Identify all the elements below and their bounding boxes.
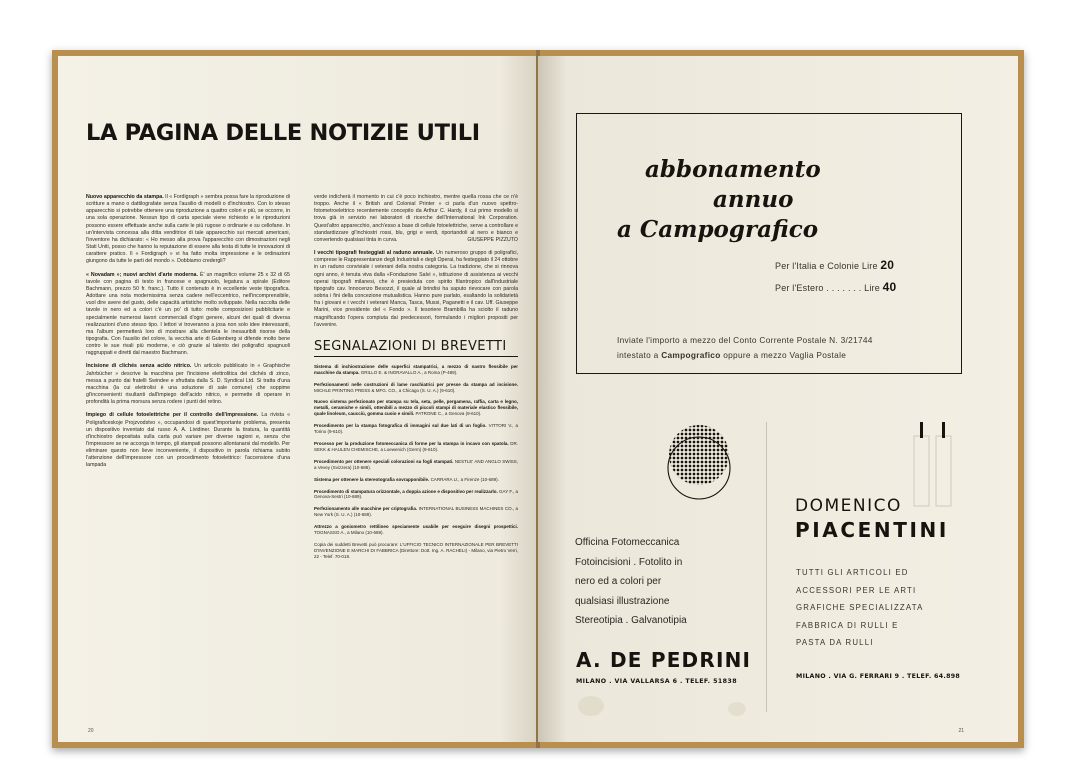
right-page	[538, 56, 1018, 742]
service-line: Fotoincisioni . Fotolito in	[575, 556, 683, 568]
patent-entry	[314, 459, 518, 471]
service-line: Stereotipia . Galvanotipia	[575, 615, 687, 627]
patent-entry	[314, 441, 518, 453]
price-value: 40	[882, 280, 897, 294]
patent-note	[314, 542, 518, 560]
patent-entry	[314, 399, 518, 417]
page-headline: LA PAGINA DELLE NOTIZIE UTILI	[86, 120, 480, 146]
payment-line-2	[617, 348, 937, 363]
article-paragraph	[314, 194, 518, 244]
patent-entry	[314, 382, 518, 394]
paper-stain	[578, 696, 604, 716]
patent-title: Sistema per ottenere la stereotografia sovrapponibile.	[314, 476, 430, 482]
article-text: Il « Fordigraph » sembra possa fare la riproduzione di scritture a mano o dattilografate senza l'ausilio di modelli o d'inchiostro. Con lo stesso apparecchio si potrebbe ottenere una riproduzione a quattro colori e più, se occorre, in una sola operazione. Nessun tipo di carta speciale viene richiesto e le riproduzioni possono essere effettuate anche sulla carte le più rugose o ordinarie e su cellofane. In un'intervista concessa alla ditta venditrice di tale apparecchio sui mercati americani, l'inventore ha dichiarato: « Ho messo alla prova l'apparecchio con dimostrazioni negli Stati Uniti, posso che hanno la reputazione di essere alla testa di tutte le innovazioni di carattere pratico. Il « Fordigraph » vi ha fatto molta impressione e le ordinazioni giungono da tutte le parti del mondo ». Dobbiamo credergli?	[86, 194, 290, 265]
patent-entry	[314, 477, 518, 483]
service-line: nero ed a colori per	[575, 576, 662, 588]
service-line: GRAFICHE SPECIALIZZATA	[796, 603, 924, 613]
article-lead: I vecchi tipografi festeggiati al raduno annuale.	[314, 250, 435, 257]
patent-entry	[314, 524, 518, 536]
payment-instructions	[617, 333, 937, 363]
piacentini-address: MILANO . VIA G. FERRARI 9 . TELEF. 64.898	[796, 673, 961, 680]
article-text: Un numeroso gruppo di poligrafici, comprese le Rappresentanze degli Industriali e degli Operai, ha festeggiato il 24 ottobre in un raduno conviviale i veterani della nostra categoria. La tradizione, che si rinnova ogni anno, è tenuta viva dalla «Fondazione Salvi », istituzione di assistenza ai vecchi operai tipografi milanesi, che è presieduta con spirito filantropico dall'industriale tipografo cav. Innocenzo Besozzi, il quale al brindisi ha saputo rievocare con parola sobria i fini della concezione mutualistica. Hanno pure parlato, esaltando la solidarietà fra i giovani e i vecchi i veterani Manca, Tasca, Mussi, Paganetti e il cav. Uff. Giuseppe Marini, vice presidente del « Fondo ». Il tesoriere Brambilla ha sciolto il raduno magnificando l'opera compiuta dai predecessori, formulando i migliori propositi per l'avvenire.	[314, 250, 518, 328]
patent-entry	[314, 423, 518, 435]
price-label: Per l'Estero . . . . . . . Lire	[775, 283, 880, 293]
service-line: ACCESSORI PER LE ARTI	[796, 585, 917, 595]
subscription-title-line1: abbonamento	[645, 156, 821, 183]
service-line: PASTA DA RULLI	[796, 638, 874, 648]
de-pedrini-address: MILANO . VIA VALLARSA 6 . TELEF. 51838	[576, 678, 737, 685]
service-line: TUTTI GLI ARTICOLI ED	[796, 568, 909, 577]
article-text: verde indicherà il momento in cui c'è poco inchiostro, mentre quella rossa che ce n'è troppo. Anche il « British and Colonial Printer » ci parla d'un nuovo spettro-fotometroelettrico recentemente concepito da Arthur C. Hardy, il cui primo modello si trova già in servizio nei laboratori di ricerche dell'International Ink Corporation. Quest'altro apparecchio, anch'esso a base di cellule fotoelettriche, serve a controllare e standardizzare gl'inchiostri rossi, blu, grigi e verdi, riportandoli al nero e bianco e convertendo qualsiasi tinta in curva.	[314, 194, 518, 243]
payment-brand: Campografico	[661, 350, 721, 360]
piacentini-last-name: PIACENTINI	[795, 518, 949, 542]
article-paragraph	[86, 272, 290, 358]
left-column	[86, 194, 290, 476]
patent-holder: GAY F., a Genova-Sestri (10-689).	[314, 488, 518, 500]
article-paragraph	[86, 194, 290, 266]
piacentini-first-name: DOMENICO	[795, 496, 902, 516]
patent-title: Sistema di inchiostrazione delle superfici stampatrici, a mezzo di nastro flessibile per macchine da stampa.	[314, 363, 518, 375]
subscription-box	[576, 113, 962, 374]
price-italy	[775, 258, 894, 272]
patent-holder: GRILLO E. & INGRAVALLO A., a Roma (P-489).	[360, 369, 458, 375]
patent-holder: TOGNASSO A., a Milano (10-689).	[314, 530, 384, 536]
patent-entry	[314, 506, 518, 518]
patent-title: Procedimento per la stampa fotografica di immagini sul due lati di un foglio.	[314, 423, 487, 429]
article-lead: « Novadam »; nuovi archivi d'arte moderna.	[86, 271, 198, 278]
article-paragraph	[86, 412, 290, 469]
patent-holder: NESTLE' AND ANGLO SWISS, a Vevey (Svizzera) (10-688).	[314, 458, 518, 470]
patent-holder: DR. SEKK & HAULEN CHEMISCHE, a Loewenich (Germ) (9-610).	[314, 440, 518, 452]
article-lead: Incisione di clichés senza acido nitrico.	[86, 363, 192, 370]
de-pedrini-name: A. DE PEDRINI	[576, 648, 752, 672]
patent-title: Perfezionamenti nelle costruzioni di lame raschiatrici per presse da stampa ad incisione.	[314, 381, 518, 387]
price-abroad	[775, 280, 896, 294]
patent-entry	[314, 489, 518, 501]
service-line: Officina Fotomeccanica	[575, 537, 680, 548]
subscription-title-line3: a Campografico	[617, 216, 819, 243]
article-text: La rivista « Poligraficeskoje Projzvodstvo », occupandosi di quest'importante problema, presenta un dispositivo inventato dal russo A. A. Lividiner. Durante la tiratura, la quantità d'inchiostro depositata sulla carta può variare per diverse ragioni e, senza che l'impressore se ne accorga in tempo, gli stampati possono allontanarsi dal modello. Per eliminare questo non lieve inconveniente, il dispositivo in parola richiama subito l'attenzione dell'impressore con un procedimento fotoelettrico: l'accensione d'una lampada	[86, 412, 290, 469]
page-number-right: 21	[958, 728, 964, 734]
halftone-dot-circle-logo	[660, 424, 738, 502]
patent-holder: MICHLE PRINTING PRESS & MFG. CO., a Chicago (S. U. A.) (9-610).	[314, 387, 456, 393]
brevetti-section-title: SEGNALAZIONI DI BREVETTI	[314, 339, 518, 357]
article-text: È' un magnifico volume 25 x 32 di 65 tavole con pagina di testo in francese e spagnuolo, legatura a spirale (Editore Bachmann, prezzo 50 fr. franc.). Tutto il contenuto è in eccellente veste tipografica. Adottare una nota modernissima senza cadere nell'eccentrico, nell'incomprensibile, vuol dire avere del gusto, delle capacità artistiche molto sviluppate. Nella raccolta delle tavole in nero ed a colori c'è un po' di tutto: molte composizioni pubblicitarie e specialmente numerosi lavori commerciali d'ogni genere, alcuni dei quali di diversa realizzazioni d'uno stesso tipo. I lettori vi troveranno a josa non solo idee interessanti, ma l'album permetterà loro di mostrare alla clientela le inesauribili risorse della tipografia. Con l'ausilio del colore, la vecchia arte di Gutenberg si difende molto bene contro le sue rivali più moderne, e ciò grazie al talento dei poligrafici spagnuoli raggruppati e diretti dal maestro Bachmann.	[86, 271, 290, 357]
payment-line-1: Inviate l'importo a mezzo del Conto Corrente Postale N. 3/21744	[617, 335, 873, 345]
ad-divider	[766, 422, 767, 712]
article-lead: Impiego di cellule fotoelettriche per il controllo dell'impressione.	[86, 412, 259, 419]
article-paragraph	[86, 363, 290, 406]
article-paragraph	[314, 250, 518, 329]
patent-office-note: Copia dei suddetti Brevetti può procurare: L'UFFICIO TECNICO INTERNAZIONALE PER BREVETTI D'INVENZIONE E MARCHI DI FABBRICA (Direttore: Dott. Ing. A. RACHELI) - Milano, via Pietro Verri, 22 - Telef. 70-018.	[314, 541, 518, 559]
magazine-spread	[52, 50, 1024, 748]
page-number-left: 20	[88, 728, 94, 734]
article-lead: Nuovo apparecchio da stampa.	[86, 194, 164, 200]
patent-holder: PATRONE C., a Genova (9-610).	[415, 411, 482, 417]
left-page	[58, 56, 538, 742]
patent-title: Processo per la produzione fotomeccanica di forme per la stampa in incavo con spatola.	[314, 440, 509, 446]
patent-title: Nuovo sistema perfezionato per stampa su tela, seta, pelle, pergamena, raffia, carta e legno, metalli, ceramiche e simili, ottenibili a mezzo di piccoli stampi di materiale elastico flessibile, quale linoleum, caucciù, gomma cuoio e simili.	[314, 399, 518, 417]
vertical-bars-logo	[908, 422, 968, 522]
patent-title: Perfezionamento alle macchine per criptografia.	[314, 506, 418, 512]
payment-text: oppure a mezzo Vaglia Postale	[723, 350, 847, 360]
patent-entry	[314, 364, 518, 376]
article-signature: GIUSEPPE PIZZUTO	[467, 236, 518, 243]
article-text: Un articolo pubblicato in « Graphische Jahrbücher » descrive la macchina per l'incisione elettrolitica dei clichés di zinco, messa a punto dai fratelli Swindee e sfruttata dalla S. D. Syndical Ltd. Si tratta d'una macchina (la cui elettrolisi è una soluzione di sale comune) che soppime gl'inconvenienti risultanti dall'impiego dell'acido nitrico, e permette di operare in profondità la prima morsura senza rodere i punti del retino.	[86, 363, 291, 406]
patent-holder: VITTORI V., a Torino (9-610).	[314, 423, 518, 435]
subscription-title-line2: annuo	[713, 186, 794, 213]
de-pedrini-services	[575, 533, 687, 631]
patent-title: Procedimento di stampatura orizzontale, a doppia azione e dispositivo per realizzarlo.	[314, 488, 498, 494]
service-line: qualsiasi illustrazione	[575, 595, 670, 607]
patent-holder: INTERNATIONAL BUSINESS MACHINES CO., a New York (S. U. A.) (10-689).	[314, 506, 518, 518]
price-value: 20	[880, 258, 895, 272]
piacentini-services	[796, 564, 924, 652]
payment-text: intestato a	[617, 350, 659, 360]
price-label: Per l'Italia e Colonie Lire	[775, 261, 878, 271]
service-line: FABBRICA DI RULLI E	[796, 620, 899, 630]
patent-holder: CARRARA U., a Firenze (10-689).	[430, 476, 499, 482]
right-column	[314, 194, 518, 566]
patent-title: Attrezzo a goniometro rettilineo speciamente usabile per eseguire disegni prospettici.	[314, 524, 518, 530]
patent-title: Procedimento per ottenere speciali colorazioni su fogli stampati.	[314, 458, 454, 464]
paper-stain	[728, 702, 746, 716]
